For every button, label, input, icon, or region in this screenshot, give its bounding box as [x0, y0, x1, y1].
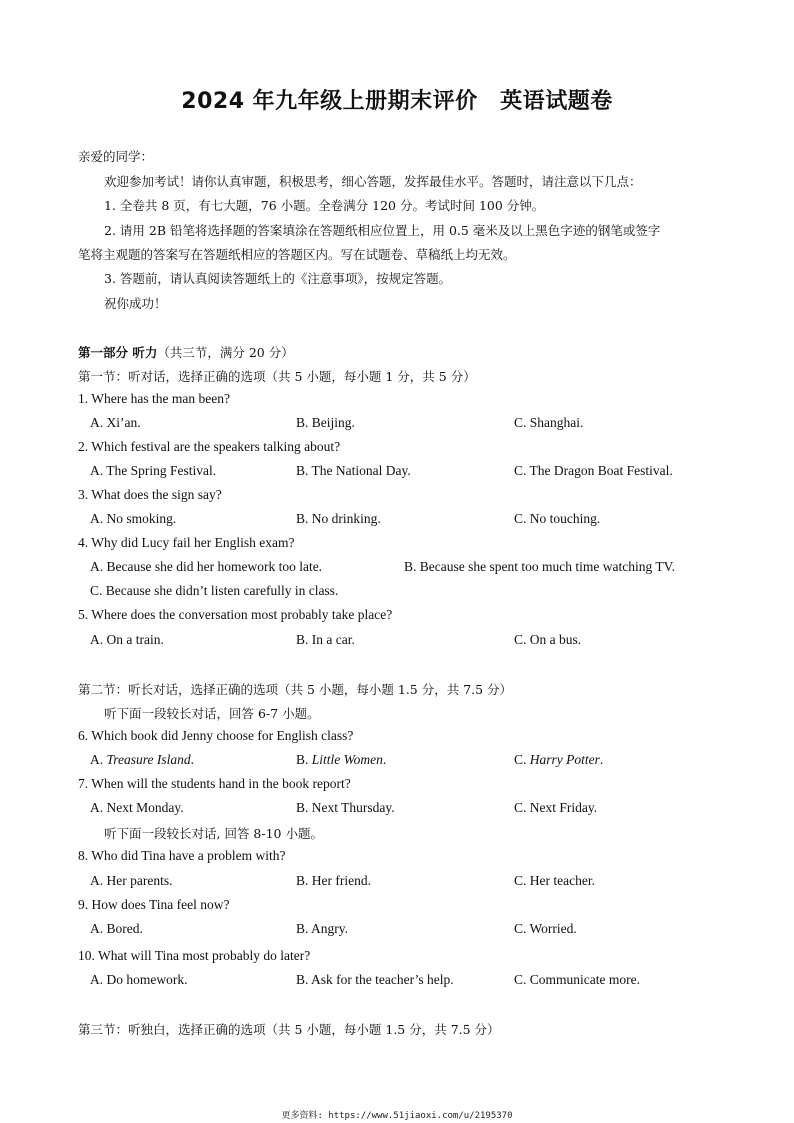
- question-3-option-b: B. No drinking.: [296, 511, 381, 526]
- question-6-option-b-end: .: [382, 752, 387, 767]
- question-1-option-c: C. Shanghai.: [514, 415, 584, 430]
- part1-heading: [78, 343, 294, 361]
- question-5-option-c: C. On a bus.: [514, 632, 582, 647]
- question-7-option-b: B. Next Thursday.: [296, 800, 395, 815]
- question-1-option-b: B. Beijing.: [296, 415, 355, 430]
- section-2-intro-8-10: 听下面一段较长对话, 回答 8-10 小题。: [104, 826, 323, 841]
- section-2-intro-6-7: 听下面一段较长对话，回答 6-7 小题。: [104, 706, 320, 721]
- question-10-stem: 10. What will Tina most probably do later?: [78, 948, 311, 963]
- question-9-stem: 9. How does Tina feel now?: [78, 897, 230, 912]
- note-2-line-1: 2. 请用 2B 铅笔将选择题的答案填涂在答题纸相应位置上，用 0.5 毫米及以上黑色字迹的钢笔或签字: [104, 223, 661, 238]
- note-3: 3. 答题前，请认真阅读答题纸上的《注意事项》，按规定答题。: [104, 271, 452, 286]
- wish-text: 祝你成功！: [104, 296, 167, 311]
- question-7-option-c: C. Next Friday.: [514, 800, 598, 815]
- question-7-option-a: A. Next Monday.: [90, 800, 184, 815]
- question-8-option-c: C. Her teacher.: [514, 873, 595, 888]
- question-3-option-a: A. No smoking.: [90, 511, 177, 526]
- question-8-stem: 8. Who did Tina have a problem with?: [78, 848, 286, 863]
- question-6-option-b: [296, 752, 386, 768]
- part1-heading-label: 第一部分 听力: [78, 345, 158, 360]
- question-8-option-b: B. Her friend.: [296, 873, 371, 888]
- question-6-stem: 6. Which book did Jenny choose for English class?: [78, 728, 354, 743]
- question-4-option-c: C. Because she didn’t listen carefully in class.: [90, 583, 339, 598]
- question-4-option-a: A. Because she did her homework too late.: [90, 559, 323, 574]
- question-9-option-a: A. Bored.: [90, 921, 143, 936]
- question-1-stem: 1. Where has the man been?: [78, 391, 230, 406]
- question-2-option-a: A. The Spring Festival.: [90, 463, 217, 478]
- question-9-option-b: B. Angry.: [296, 921, 349, 936]
- question-8-option-a: A. Her parents.: [90, 873, 173, 888]
- question-5-option-b: B. In a car.: [296, 632, 355, 647]
- note-2-line-2: 笔将主观题的答案写在答题纸相应的答题区内。写在试题卷、草稿纸上均无效。: [78, 247, 516, 262]
- part1-heading-note: （共三节，满分 20 分）: [157, 345, 294, 360]
- question-6-option-a-prefix: A.: [90, 752, 107, 767]
- question-10-option-b: B. Ask for the teacher’s help.: [296, 972, 454, 987]
- question-4-option-b: B. Because she spent too much time watching TV.: [404, 559, 675, 574]
- question-3-option-c: C. No touching.: [514, 511, 601, 526]
- section-2-heading: 第二节：听长对话，选择正确的选项（共 5 小题，每小题 1.5 分，共 7.5 分）: [78, 682, 513, 697]
- question-2-option-b: B. The National Day.: [296, 463, 411, 478]
- question-6-option-c: [514, 752, 603, 768]
- question-2-option-c: C. The Dragon Boat Festival.: [514, 463, 673, 478]
- question-6-option-a-title: Treasure Island: [106, 752, 191, 767]
- question-4-stem: 4. Why did Lucy fail her English exam?: [78, 535, 295, 550]
- question-6-option-c-title: Harry Potter: [529, 752, 600, 767]
- question-10-option-c: C. Communicate more.: [514, 972, 640, 987]
- greeting: 亲爱的同学：: [78, 149, 154, 164]
- welcome-text: 欢迎参加考试！请你认真审题，积极思考，细心答题，发挥最佳水平。答题时，请注意以下几点：: [104, 174, 642, 189]
- section-1-heading: 第一节：听对话，选择正确的选项（共 5 小题，每小题 1 分，共 5 分）: [78, 369, 476, 384]
- page-title: 2024 年九年级上册期末评价 英语试题卷: [181, 89, 613, 114]
- question-7-stem: 7. When will the students hand in the book report?: [78, 776, 351, 791]
- note-1: 1. 全卷共 8 页，有七大题，76 小题。全卷满分 120 分。考试时间 100 分钟。: [104, 198, 545, 213]
- question-2-stem: 2. Which festival are the speakers talking about?: [78, 439, 341, 454]
- footer-resource-link[interactable]: 更多资料: https://www.51jiaoxi.com/u/2195370: [281, 1111, 513, 1121]
- question-6-option-c-end: .: [599, 752, 604, 767]
- question-10-option-a: A. Do homework.: [90, 972, 188, 987]
- question-6-option-b-prefix: B.: [296, 752, 312, 767]
- question-3-stem: 3. What does the sign say?: [78, 487, 222, 502]
- question-5-option-a: A. On a train.: [90, 632, 164, 647]
- question-9-option-c: C. Worried.: [514, 921, 577, 936]
- question-5-stem: 5. Where does the conversation most probably take place?: [78, 607, 393, 622]
- question-6-option-a-end: .: [190, 752, 195, 767]
- question-6-option-b-title: Little Women: [311, 752, 383, 767]
- section-3-heading: 第三节：听独白，选择正确的选项（共 5 小题，每小题 1.5 分，共 7.5 分）: [78, 1022, 500, 1037]
- question-6-option-a: [90, 752, 194, 768]
- question-1-option-a: A. Xi’an.: [90, 415, 141, 430]
- question-6-option-c-prefix: C.: [514, 752, 530, 767]
